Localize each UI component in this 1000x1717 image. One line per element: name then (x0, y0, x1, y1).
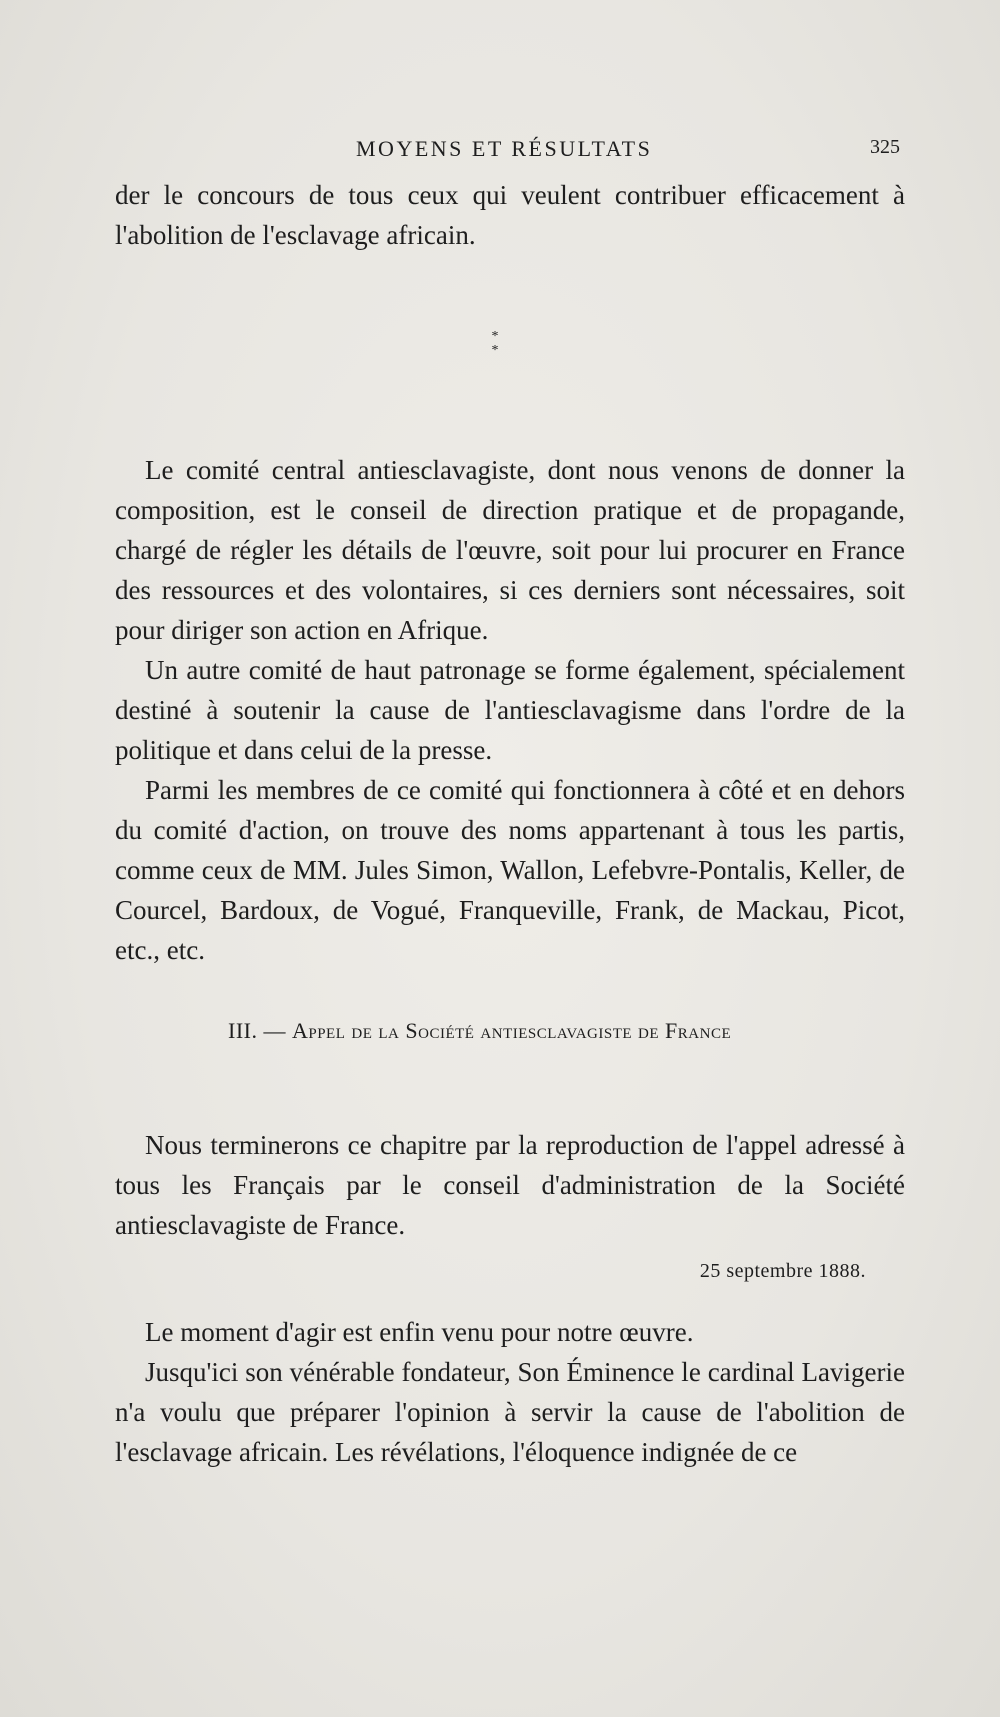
dateline: 25 septembre 1888. (699, 1260, 866, 1282)
section-number: III. — (228, 1018, 286, 1043)
paragraph: Le comité central antiesclavagiste, dont nous venons de donner la composition, est le conseil de direction pratique et de propagande, chargé de régler les détails de l'œuvre, soit pour lui procurer en France des ressources et des volontaires, si ces derniers sont nécessaires, soit pour diriger son action en Afrique. (115, 455, 905, 645)
asterisk-glyph: * (491, 329, 499, 344)
paragraph: Le moment d'agir est enfin venu pour notre œuvre. (145, 1317, 694, 1347)
running-title: MOYENS ET RÉSULTATS (356, 136, 653, 161)
section-title: Appel de la Société antiesclavagiste de France (291, 1018, 732, 1043)
page-number: 325 (870, 136, 900, 158)
running-head (110, 136, 900, 166)
paragraph: Parmi les membres de ce comité qui fonctionnera à côté et en dehors du comité d'action, on trouve des noms appartenant à tous les partis, comme ceux de MM. Jules Simon, Wallon, Lefebvre-Pontalis, Keller, de Courcel, Bardoux, de Vogué, Franqueville, Frank, de Mackau, Picot, etc., etc. (115, 775, 905, 965)
paragraph: Jusqu'ici son vénérable fondateur, Son Éminence le cardinal Lavigerie n'a voulu que préparer l'opinion à servir la cause de l'abolition de l'esclavage africain. Les révélations, l'éloquence indignée de ce (115, 1357, 905, 1467)
asterism-separator (480, 330, 510, 370)
paragraph: der le concours de tous ceux qui veulent contribuer efficacement à l'abolition de l'esclavage africain. (115, 180, 905, 250)
section-heading (228, 1018, 731, 1044)
body-text-appeal (115, 1312, 905, 1472)
paragraph: Un autre comité de haut patronage se forme également, spécialement destiné à soutenir la cause de l'antiesclavagisme dans l'ordre de la politique et dans celui de la presse. (115, 655, 905, 765)
asterisk-glyph: * (491, 343, 499, 358)
body-text-section (115, 1125, 905, 1245)
body-text-committee (115, 450, 905, 970)
paragraph: Nous terminerons ce chapitre par la reproduction de l'appel adressé à tous les Français par le conseil d'administration de la Société antiesclavagiste de France. (115, 1130, 905, 1240)
continuation-paragraph (115, 175, 905, 255)
